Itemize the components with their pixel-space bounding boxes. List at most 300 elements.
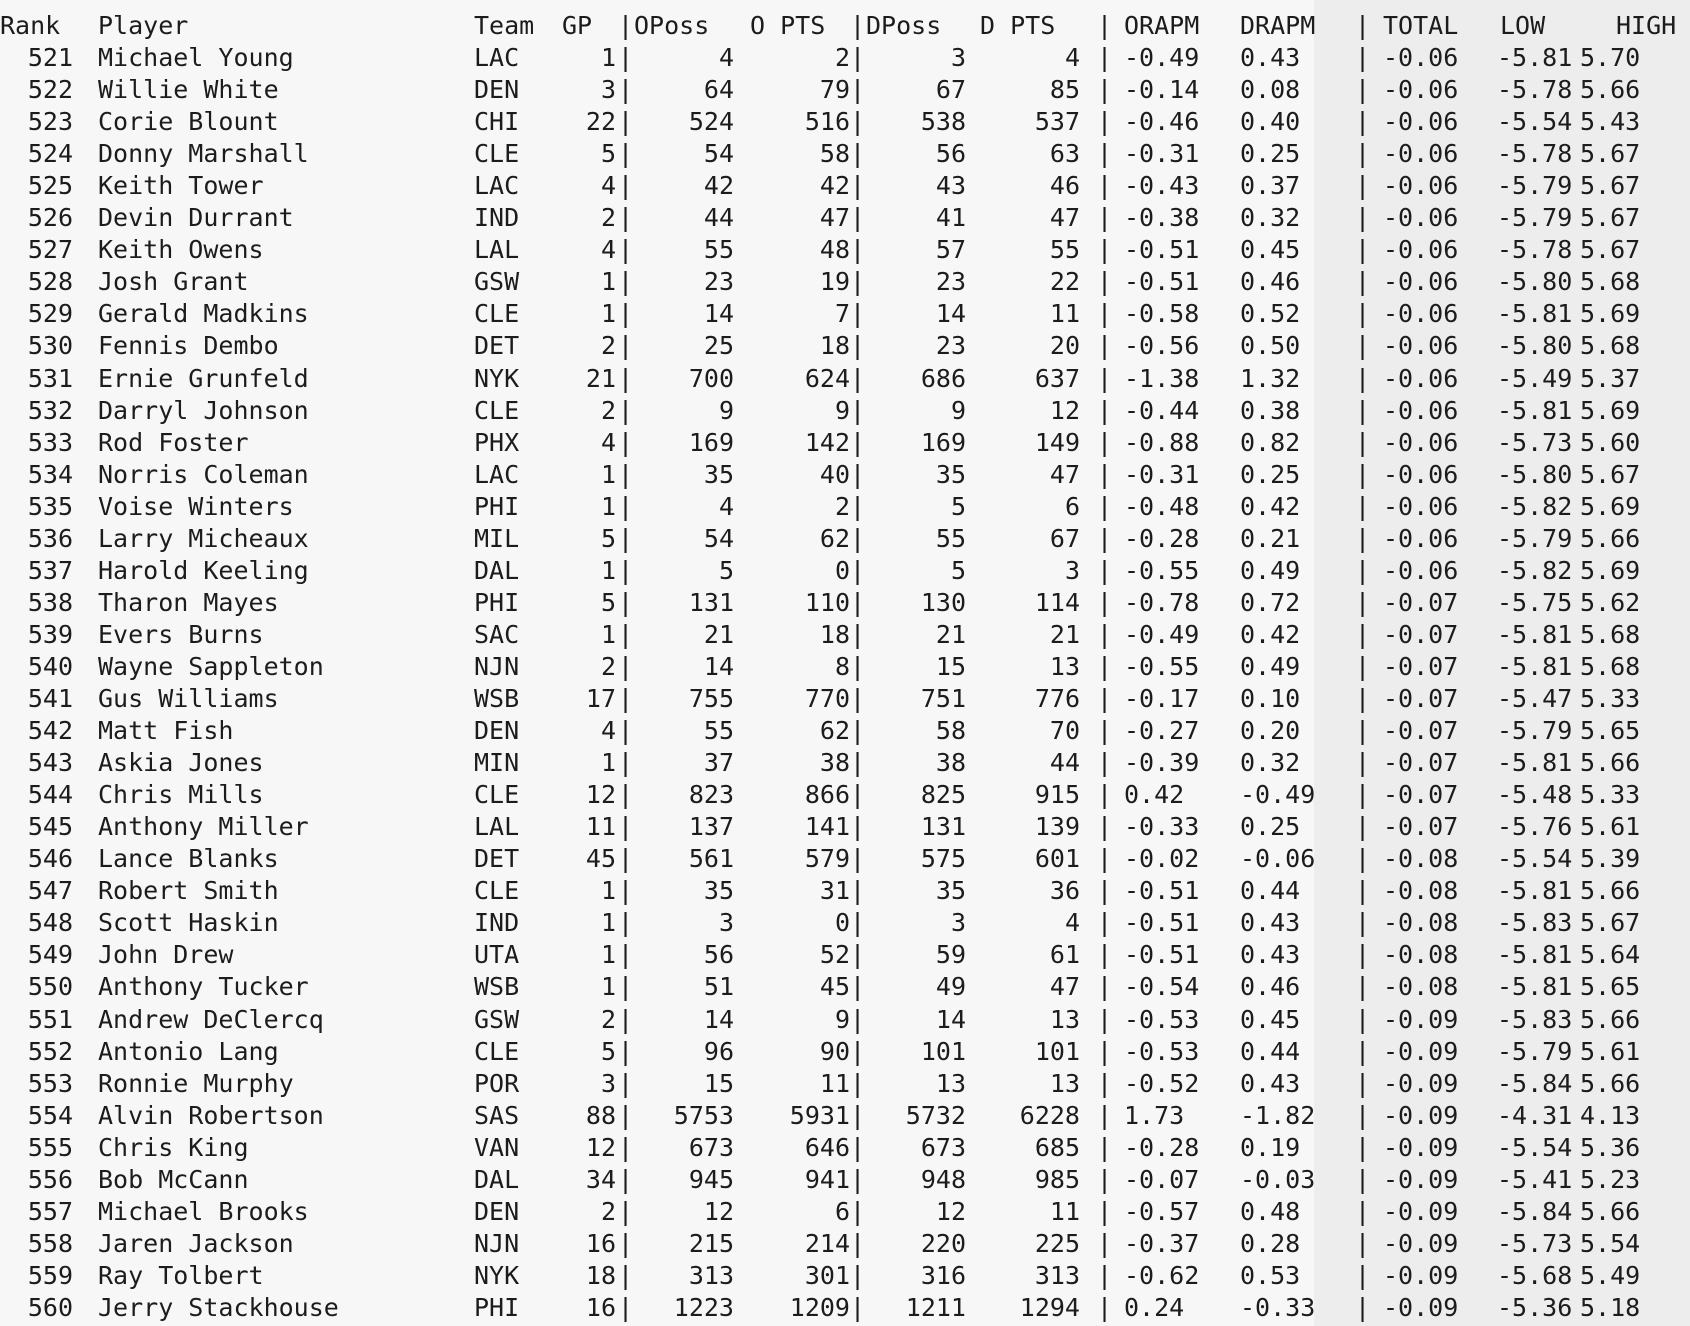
cell-opts: 142 <box>804 427 850 457</box>
cell-team: LAL <box>474 235 520 265</box>
column-separator: | <box>1097 908 1113 938</box>
cell-dposs: 35 <box>935 459 966 489</box>
column-separator: | <box>1097 427 1113 457</box>
cell-total: -0.07 <box>1383 780 1459 810</box>
column-separator: | <box>1097 139 1113 169</box>
column-separator: | <box>1097 203 1113 233</box>
cell-oposs: 54 <box>703 139 734 169</box>
cell-drapm: -0.06 <box>1240 844 1316 874</box>
cell-total: -0.09 <box>1383 1036 1459 1066</box>
cell-dpts: 4 <box>1064 908 1080 938</box>
cell-oposs: 673 <box>688 1132 734 1162</box>
column-separator: | <box>1355 1004 1371 1034</box>
cell-high: 5.23 <box>1580 1164 1641 1194</box>
cell-total: -0.07 <box>1383 619 1459 649</box>
cell-drapm: 0.25 <box>1240 139 1301 169</box>
cell-team: PHI <box>474 1292 520 1322</box>
cell-total: -0.07 <box>1383 812 1459 842</box>
cell-high: 5.68 <box>1580 651 1641 681</box>
column-separator: | <box>618 619 634 649</box>
column-separator: | <box>1097 267 1113 297</box>
column-separator: | <box>850 1004 866 1034</box>
column-separator: | <box>1097 491 1113 521</box>
cell-low: -4.31 <box>1497 1100 1573 1130</box>
cell-team: NYK <box>474 1260 520 1290</box>
cell-dposs: 15 <box>935 651 966 681</box>
cell-high: 5.33 <box>1580 780 1641 810</box>
cell-drapm: 0.42 <box>1240 619 1301 649</box>
cell-orapm: -0.38 <box>1124 203 1200 233</box>
cell-rank: 542 <box>27 716 73 746</box>
cell-oposs: 55 <box>703 235 734 265</box>
cell-oposs: 3 <box>718 908 734 938</box>
cell-rank: 556 <box>27 1164 73 1194</box>
cell-low: -5.81 <box>1497 395 1573 425</box>
table-row <box>0 779 1690 811</box>
cell-dposs: 5732 <box>905 1100 966 1130</box>
cell-orapm: -0.56 <box>1124 331 1200 361</box>
cell-player: Askia Jones <box>98 748 264 778</box>
cell-total: -0.07 <box>1383 587 1459 617</box>
cell-dpts: 985 <box>1034 1164 1080 1194</box>
cell-gp: 2 <box>600 395 616 425</box>
cell-dpts: 46 <box>1049 171 1080 201</box>
cell-dpts: 47 <box>1049 972 1080 1002</box>
column-separator: | <box>850 43 866 72</box>
column-separator: | <box>618 812 634 842</box>
column-separator: | <box>1355 940 1371 970</box>
cell-total: -0.09 <box>1383 1004 1459 1034</box>
column-separator: | <box>850 363 866 393</box>
cell-high: 5.54 <box>1580 1228 1641 1258</box>
cell-dposs: 686 <box>920 363 966 393</box>
cell-dpts: 685 <box>1034 1132 1080 1162</box>
cell-team: NJN <box>474 651 520 681</box>
cell-dposs: 38 <box>935 748 966 778</box>
cell-orapm: -0.49 <box>1124 619 1200 649</box>
column-separator: | <box>618 427 634 457</box>
table-row <box>0 1260 1690 1292</box>
cell-rank: 530 <box>27 331 73 361</box>
column-separator: | <box>1355 1196 1371 1226</box>
cell-orapm: -0.31 <box>1124 459 1200 489</box>
column-separator: | <box>1355 75 1371 105</box>
column-separator: | <box>1097 972 1113 1002</box>
cell-opts: 9 <box>834 1004 850 1034</box>
column-separator: | <box>1097 716 1113 746</box>
cell-dpts: 139 <box>1034 812 1080 842</box>
cell-gp: 22 <box>585 107 616 137</box>
cell-oposs: 700 <box>688 363 734 393</box>
cell-low: -5.81 <box>1497 748 1573 778</box>
cell-low: -5.49 <box>1497 363 1573 393</box>
cell-oposs: 561 <box>688 844 734 874</box>
cell-player: Matt Fish <box>98 716 234 746</box>
cell-gp: 1 <box>600 876 616 906</box>
cell-low: -5.54 <box>1497 844 1573 874</box>
cell-high: 5.68 <box>1580 331 1641 361</box>
cell-high: 5.67 <box>1580 459 1641 489</box>
cell-gp: 1 <box>600 459 616 489</box>
cell-low: -5.41 <box>1497 1164 1573 1194</box>
cell-rank: 532 <box>27 395 73 425</box>
cell-opts: 9 <box>834 395 850 425</box>
cell-dpts: 637 <box>1034 363 1080 393</box>
cell-high: 5.67 <box>1580 171 1641 201</box>
cell-rank: 543 <box>27 748 73 778</box>
header-rank: Rank <box>0 11 61 40</box>
cell-total: -0.09 <box>1383 1100 1459 1130</box>
cell-drapm: -0.33 <box>1240 1292 1316 1322</box>
cell-drapm: 0.19 <box>1240 1132 1301 1162</box>
cell-gp: 34 <box>585 1164 616 1194</box>
cell-team: CLE <box>474 780 520 810</box>
cell-high: 5.66 <box>1580 75 1641 105</box>
column-separator: | <box>1355 1260 1371 1290</box>
header-dposs: DPoss <box>866 11 942 40</box>
cell-high: 5.69 <box>1580 491 1641 521</box>
cell-player: Chris King <box>98 1132 249 1162</box>
cell-orapm: -0.33 <box>1124 812 1200 842</box>
cell-player: Chris Mills <box>98 780 264 810</box>
column-separator: | <box>618 1100 634 1130</box>
cell-oposs: 313 <box>688 1260 734 1290</box>
cell-gp: 12 <box>585 780 616 810</box>
cell-player: Jaren Jackson <box>98 1228 294 1258</box>
cell-team: IND <box>474 203 520 233</box>
cell-gp: 16 <box>585 1228 616 1258</box>
column-separator: | <box>618 716 634 746</box>
cell-low: -5.78 <box>1497 139 1573 169</box>
cell-player: Ernie Grunfeld <box>98 363 309 393</box>
cell-player: Larry Micheaux <box>98 523 309 553</box>
cell-dposs: 538 <box>920 107 966 137</box>
cell-oposs: 4 <box>718 43 734 72</box>
cell-drapm: 0.40 <box>1240 107 1301 137</box>
cell-dpts: 61 <box>1049 940 1080 970</box>
column-separator: | <box>1097 1260 1113 1290</box>
cell-gp: 3 <box>600 1068 616 1098</box>
cell-dposs: 43 <box>935 171 966 201</box>
cell-drapm: 0.44 <box>1240 1036 1301 1066</box>
column-separator: | <box>1097 876 1113 906</box>
cell-gp: 21 <box>585 363 616 393</box>
cell-opts: 6 <box>834 1196 850 1226</box>
column-separator: | <box>1097 1196 1113 1226</box>
cell-low: -5.80 <box>1497 331 1573 361</box>
cell-dposs: 35 <box>935 876 966 906</box>
cell-rank: 531 <box>27 363 73 393</box>
cell-low: -5.79 <box>1497 523 1573 553</box>
cell-dposs: 948 <box>920 1164 966 1194</box>
cell-rank: 547 <box>27 876 73 906</box>
cell-opts: 941 <box>804 1164 850 1194</box>
cell-dposs: 130 <box>920 587 966 617</box>
column-separator: | <box>1355 684 1371 713</box>
table-row <box>0 1196 1690 1228</box>
column-separator: | <box>1097 1132 1113 1162</box>
cell-total: -0.06 <box>1383 235 1459 265</box>
cell-total: -0.06 <box>1383 363 1459 393</box>
cell-oposs: 56 <box>703 940 734 970</box>
cell-gp: 4 <box>600 235 616 265</box>
cell-team: PHI <box>474 491 520 521</box>
cell-oposs: 524 <box>688 107 734 137</box>
header-team: Team <box>474 11 535 40</box>
table-row <box>0 330 1690 362</box>
column-separator: | <box>618 43 634 72</box>
cell-opts: 7 <box>834 299 850 329</box>
cell-orapm: -0.27 <box>1124 716 1200 746</box>
cell-orapm: -0.43 <box>1124 171 1200 201</box>
header-row <box>0 10 1690 42</box>
cell-dposs: 5 <box>950 555 966 585</box>
table-row <box>0 138 1690 170</box>
cell-rank: 537 <box>27 555 73 585</box>
cell-team: PHX <box>474 427 520 457</box>
cell-dposs: 825 <box>920 780 966 810</box>
column-separator: | <box>1355 235 1371 265</box>
cell-total: -0.06 <box>1383 331 1459 361</box>
column-separator: | <box>850 748 866 778</box>
cell-gp: 1 <box>600 940 616 970</box>
cell-drapm: 0.53 <box>1240 1260 1301 1290</box>
cell-total: -0.08 <box>1383 844 1459 874</box>
cell-drapm: 0.08 <box>1240 75 1301 105</box>
cell-oposs: 1223 <box>673 1292 734 1322</box>
cell-team: DAL <box>474 1164 520 1194</box>
table-row <box>0 1228 1690 1260</box>
column-separator: | <box>618 908 634 938</box>
cell-dposs: 23 <box>935 267 966 297</box>
cell-orapm: -0.51 <box>1124 267 1200 297</box>
column-separator: | <box>618 844 634 874</box>
cell-drapm: 0.10 <box>1240 684 1301 713</box>
cell-player: Willie White <box>98 75 279 105</box>
cell-dposs: 67 <box>935 75 966 105</box>
column-separator: | <box>850 203 866 233</box>
cell-high: 5.66 <box>1580 1196 1641 1226</box>
cell-player: Keith Owens <box>98 235 264 265</box>
cell-opts: 90 <box>819 1036 850 1066</box>
table-row <box>0 715 1690 747</box>
column-separator: | <box>618 1068 634 1098</box>
column-separator: | <box>850 619 866 649</box>
cell-player: Robert Smith <box>98 876 279 906</box>
cell-dpts: 11 <box>1049 1196 1080 1226</box>
cell-opts: 58 <box>819 139 850 169</box>
column-separator: | <box>618 171 634 201</box>
header-separator: | <box>1355 11 1371 40</box>
cell-dposs: 13 <box>935 1068 966 1098</box>
cell-high: 5.70 <box>1580 43 1641 72</box>
cell-oposs: 945 <box>688 1164 734 1194</box>
column-separator: | <box>1355 587 1371 617</box>
cell-drapm: 1.32 <box>1240 363 1301 393</box>
column-separator: | <box>1097 107 1113 137</box>
cell-total: -0.09 <box>1383 1196 1459 1226</box>
cell-rank: 558 <box>27 1228 73 1258</box>
cell-orapm: 1.73 <box>1124 1100 1185 1130</box>
cell-oposs: 15 <box>703 1068 734 1098</box>
cell-team: UTA <box>474 940 520 970</box>
cell-player: Michael Young <box>98 43 294 72</box>
cell-team: DEN <box>474 75 520 105</box>
cell-opts: 2 <box>834 43 850 72</box>
cell-low: -5.81 <box>1497 940 1573 970</box>
cell-drapm: 0.46 <box>1240 267 1301 297</box>
cell-rank: 550 <box>27 972 73 1002</box>
cell-total: -0.06 <box>1383 43 1459 72</box>
column-separator: | <box>850 139 866 169</box>
cell-rank: 557 <box>27 1196 73 1226</box>
cell-drapm: 0.43 <box>1240 908 1301 938</box>
column-separator: | <box>1355 107 1371 137</box>
cell-high: 5.61 <box>1580 812 1641 842</box>
table-row <box>0 587 1690 619</box>
column-separator: | <box>1097 780 1113 810</box>
header-gp: GP <box>562 11 593 40</box>
column-separator: | <box>618 107 634 137</box>
cell-high: 5.49 <box>1580 1260 1641 1290</box>
cell-player: Anthony Tucker <box>98 972 309 1002</box>
cell-high: 5.62 <box>1580 587 1641 617</box>
cell-dposs: 56 <box>935 139 966 169</box>
cell-orapm: -0.58 <box>1124 299 1200 329</box>
cell-rank: 534 <box>27 459 73 489</box>
cell-total: -0.06 <box>1383 107 1459 137</box>
cell-dpts: 601 <box>1034 844 1080 874</box>
column-separator: | <box>1355 331 1371 361</box>
table-row <box>0 907 1690 939</box>
column-separator: | <box>1097 844 1113 874</box>
cell-total: -0.06 <box>1383 427 1459 457</box>
header-separator: | <box>850 11 866 40</box>
column-separator: | <box>850 491 866 521</box>
cell-orapm: -0.53 <box>1124 1004 1200 1034</box>
cell-drapm: 0.43 <box>1240 1068 1301 1098</box>
cell-gp: 1 <box>600 748 616 778</box>
cell-drapm: 0.37 <box>1240 171 1301 201</box>
cell-high: 5.64 <box>1580 940 1641 970</box>
cell-oposs: 35 <box>703 459 734 489</box>
cell-dposs: 220 <box>920 1228 966 1258</box>
column-separator: | <box>1097 395 1113 425</box>
cell-drapm: 0.25 <box>1240 812 1301 842</box>
column-separator: | <box>850 1260 866 1290</box>
cell-rank: 529 <box>27 299 73 329</box>
cell-drapm: 0.43 <box>1240 940 1301 970</box>
cell-opts: 579 <box>804 844 850 874</box>
column-separator: | <box>1355 748 1371 778</box>
cell-rank: 559 <box>27 1260 73 1290</box>
table-row <box>0 619 1690 651</box>
cell-gp: 4 <box>600 427 616 457</box>
column-separator: | <box>618 972 634 1002</box>
table-row <box>0 74 1690 106</box>
cell-orapm: -0.51 <box>1124 940 1200 970</box>
cell-dposs: 55 <box>935 523 966 553</box>
table-row <box>0 395 1690 427</box>
cell-gp: 5 <box>600 139 616 169</box>
cell-gp: 1 <box>600 491 616 521</box>
cell-orapm: -0.46 <box>1124 107 1200 137</box>
column-separator: | <box>1097 1228 1113 1258</box>
cell-team: SAS <box>474 1100 520 1130</box>
column-separator: | <box>618 748 634 778</box>
cell-opts: 0 <box>834 555 850 585</box>
cell-total: -0.06 <box>1383 299 1459 329</box>
cell-low: -5.79 <box>1497 203 1573 233</box>
cell-oposs: 25 <box>703 331 734 361</box>
cell-dpts: 4 <box>1064 43 1080 72</box>
table-row <box>0 939 1690 971</box>
table-row <box>0 459 1690 491</box>
cell-drapm: 0.28 <box>1240 1228 1301 1258</box>
cell-oposs: 21 <box>703 619 734 649</box>
column-separator: | <box>1355 1100 1371 1130</box>
cell-oposs: 4 <box>718 491 734 521</box>
cell-drapm: 0.44 <box>1240 876 1301 906</box>
cell-oposs: 215 <box>688 1228 734 1258</box>
table-row <box>0 1164 1690 1196</box>
cell-rank: 525 <box>27 171 73 201</box>
cell-rank: 554 <box>27 1100 73 1130</box>
cell-drapm: 0.32 <box>1240 748 1301 778</box>
cell-opts: 214 <box>804 1228 850 1258</box>
cell-oposs: 51 <box>703 972 734 1002</box>
cell-total: -0.09 <box>1383 1292 1459 1322</box>
column-separator: | <box>850 395 866 425</box>
cell-dpts: 12 <box>1049 395 1080 425</box>
cell-player: Antonio Lang <box>98 1036 279 1066</box>
column-separator: | <box>618 1132 634 1162</box>
cell-oposs: 137 <box>688 812 734 842</box>
table-row <box>0 1004 1690 1036</box>
column-separator: | <box>1097 684 1113 713</box>
column-separator: | <box>618 459 634 489</box>
cell-rank: 545 <box>27 812 73 842</box>
table-row <box>0 42 1690 74</box>
cell-oposs: 5753 <box>673 1100 734 1130</box>
cell-oposs: 55 <box>703 716 734 746</box>
cell-orapm: -0.17 <box>1124 684 1200 713</box>
cell-team: VAN <box>474 1132 520 1162</box>
cell-total: -0.06 <box>1383 459 1459 489</box>
column-separator: | <box>618 1260 634 1290</box>
cell-gp: 4 <box>600 171 616 201</box>
cell-orapm: -0.62 <box>1124 1260 1200 1290</box>
column-separator: | <box>850 1036 866 1066</box>
cell-oposs: 12 <box>703 1196 734 1226</box>
cell-high: 5.68 <box>1580 619 1641 649</box>
cell-orapm: -0.51 <box>1124 235 1200 265</box>
column-separator: | <box>1097 363 1113 393</box>
cell-dpts: 1294 <box>1019 1292 1080 1322</box>
cell-high: 5.67 <box>1580 203 1641 233</box>
cell-dpts: 13 <box>1049 651 1080 681</box>
column-separator: | <box>850 716 866 746</box>
cell-player: Darryl Johnson <box>98 395 309 425</box>
cell-team: PHI <box>474 587 520 617</box>
cell-dposs: 751 <box>920 684 966 713</box>
column-separator: | <box>1355 427 1371 457</box>
column-separator: | <box>1355 267 1371 297</box>
cell-player: Lance Blanks <box>98 844 279 874</box>
cell-high: 5.66 <box>1580 1068 1641 1098</box>
cell-low: -5.73 <box>1497 1228 1573 1258</box>
cell-team: LAC <box>474 43 520 72</box>
